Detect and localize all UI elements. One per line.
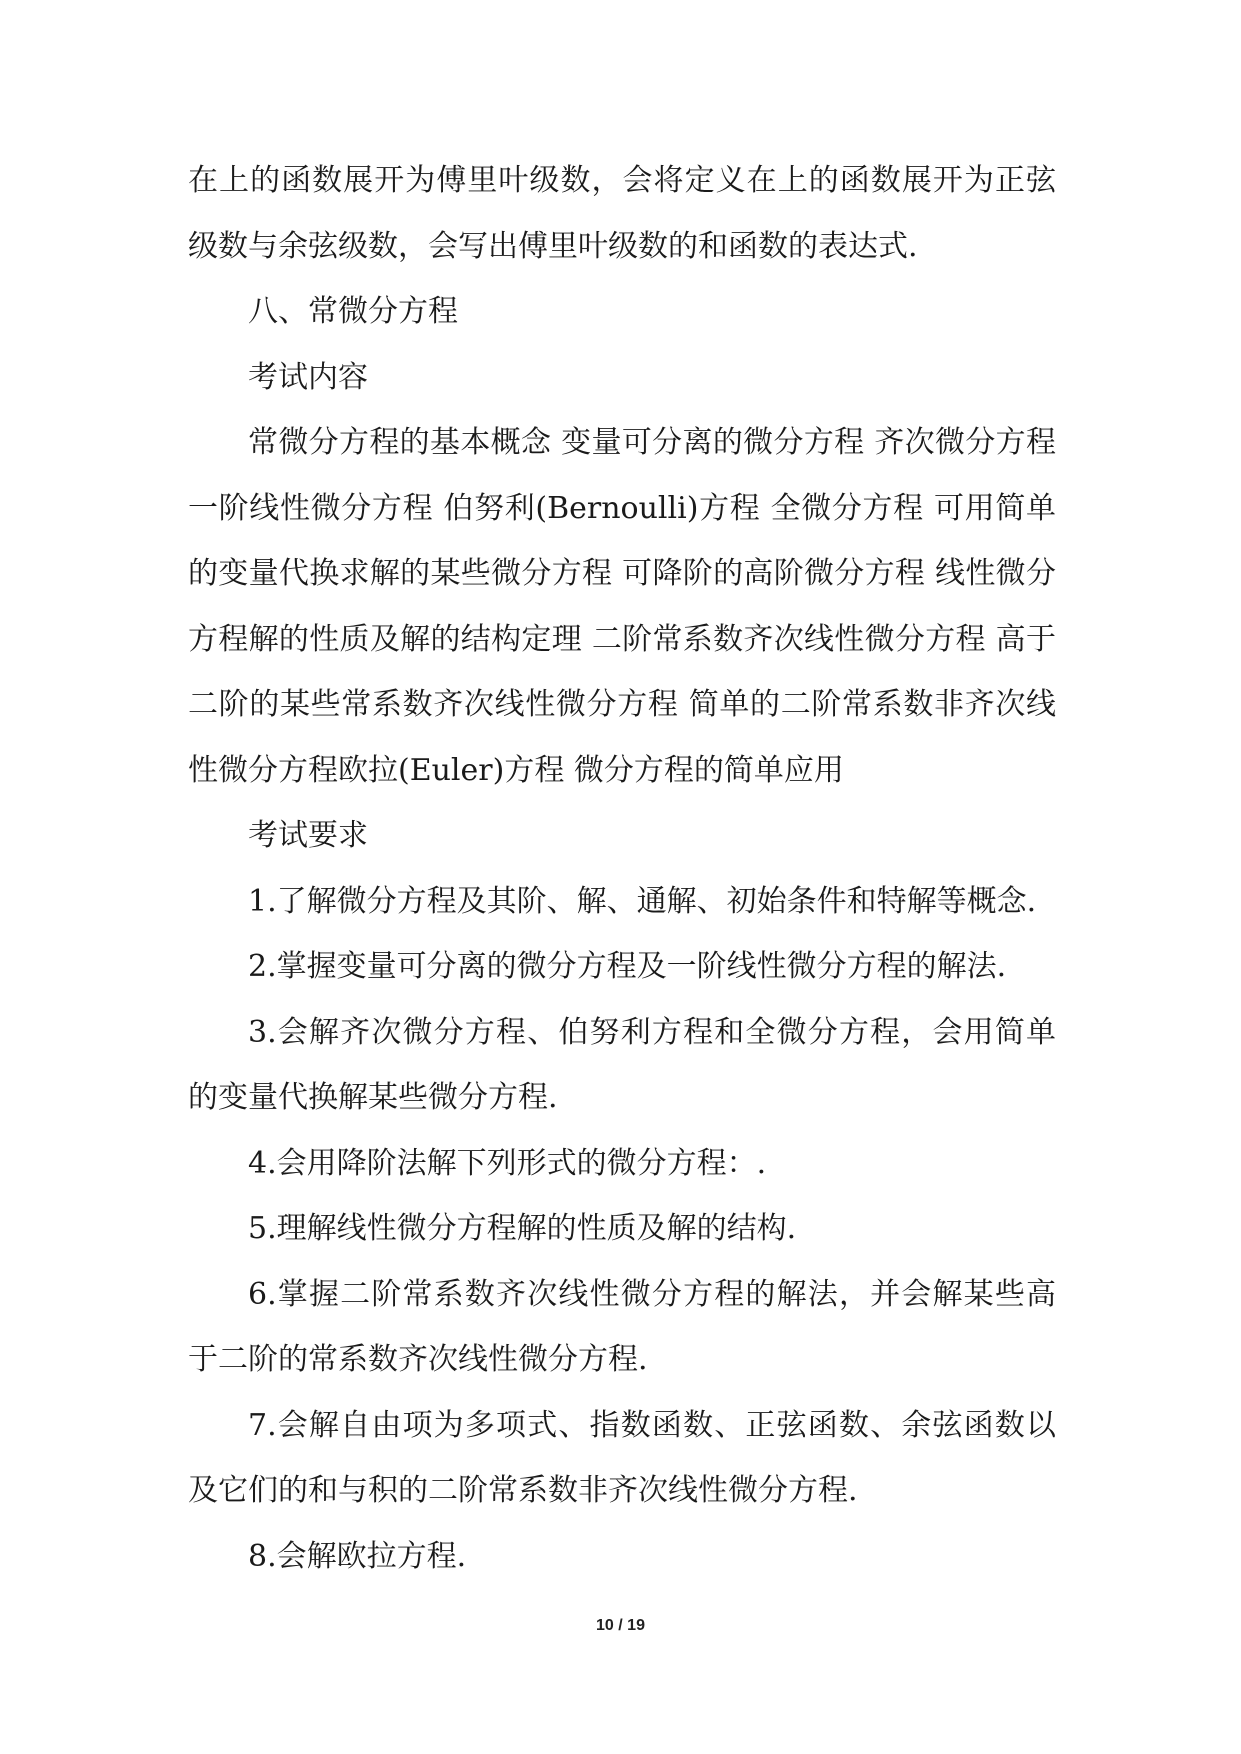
list-item: 2.掌握变量可分离的微分方程及一阶线性微分方程的解法. bbox=[248, 949, 1007, 984]
document-body bbox=[188, 148, 1056, 1589]
paragraph: 在上的函数展开为傅里叶级数，会将定义在上的函数展开为正弦级数与余弦级数，会写出傅里叶级数的和函数的表达式. bbox=[188, 163, 1056, 264]
paragraph: 常微分方程的基本概念 变量可分离的微分方程 齐次微分方程 一阶线性微分方程 伯努利(Bernoulli)方程 全微分方程 可用简单的变量代换求解的某些微分方程 可降阶的高阶微分方程 线性微分方程解的性质及解的结构定理 二阶常系数齐次线性微分方程 高于二阶的某些常系数齐次线性微分方程 简单的二阶常系数非齐次线性微分方程欧拉(Euler)方程 微分方程的简单应用 bbox=[188, 425, 1056, 788]
list-item: 5.理解线性微分方程解的性质及解的结构. bbox=[248, 1211, 797, 1246]
list-item: 7.会解自由项为多项式、指数函数、正弦函数、余弦函数以及它们的和与积的二阶常系数非齐次线性微分方程. bbox=[188, 1407, 1056, 1508]
list-item: 1.了解微分方程及其阶、解、通解、初始条件和特解等概念. bbox=[248, 883, 1037, 919]
list-item: 6.掌握二阶常系数齐次线性微分方程的解法，并会解某些高于二阶的常系数齐次线性微分方程. bbox=[188, 1276, 1056, 1377]
list-item: 4.会用降阶法解下列形式的微分方程：. bbox=[248, 1145, 767, 1181]
subsection-heading: 考试内容 bbox=[248, 359, 368, 395]
list-item: 3.会解齐次微分方程、伯努利方程和全微分方程，会用简单的变量代换解某些微分方程. bbox=[188, 1014, 1056, 1115]
list-item: 8.会解欧拉方程. bbox=[248, 1538, 467, 1574]
page-number: 10 / 19 bbox=[596, 1617, 645, 1634]
subsection-heading: 考试要求 bbox=[248, 818, 368, 853]
section-heading: 八、常微分方程 bbox=[248, 294, 458, 329]
